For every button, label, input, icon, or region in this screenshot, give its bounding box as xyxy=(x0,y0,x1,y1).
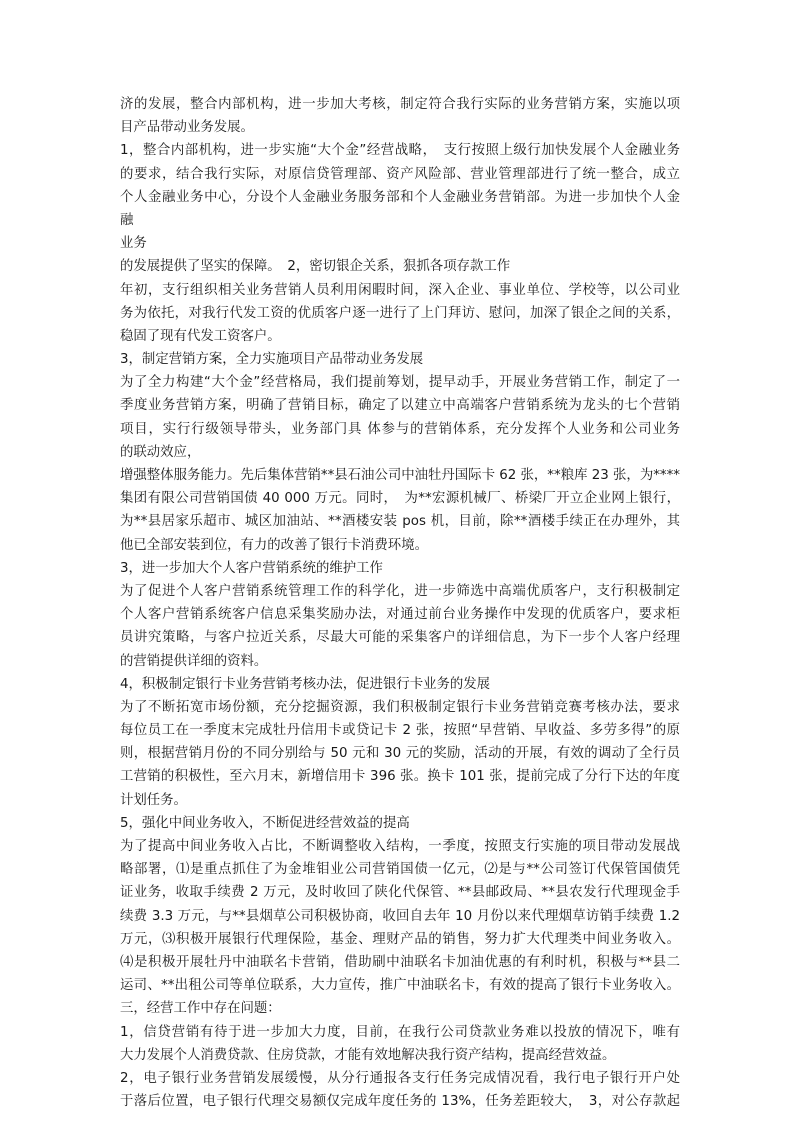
text-line: 年初，支行组织相关业务营销人员利用闲暇时间，深入企业、事业单位、学校等，以公司业 xyxy=(120,282,680,298)
text-line: 工营销的积极性，至六月末，新增信用卡 396 张。换卡 101 张，提前完成了分行下达的年度 xyxy=(120,769,680,785)
text-line: 证业务，收取手续费 2 万元，及时收回了陕化代保管、**县邮政局、**县农发行代理现金手 xyxy=(120,885,680,901)
text-line: 集团有限公司营销国债 40 000 万元。同时， 为**宏源机械厂、桥梁厂开立企业网上银行， xyxy=(120,491,680,507)
text-line: 5，强化中间业务收入，不断促进经营效益的提高 xyxy=(120,815,410,831)
text-line: 为了全力构建“大个金”经营格局，我们提前筹划，提早动手，开展业务营销工作，制定了一 xyxy=(120,375,680,391)
text-line: 个人客户营销系统客户信息采集奖励办法，对通过前台业务操作中发现的优质客户，要求柜 xyxy=(120,607,680,623)
text-line: 为**县居家乐超市、城区加油站、**酒楼安装 pos 机，目前，除**酒楼手续正在办理外，其 xyxy=(120,514,680,530)
text-line: 员讲究策略，与客户拉近关系，尽最大可能的采集客户的详细信息，为下一步个人客户经理 xyxy=(120,630,680,646)
text-line: 于落后位置，电子银行代理交易额仅完成年度任务的 13%，任务差距较大， 3，对公存款起 xyxy=(120,1094,680,1110)
text-line: 增强整体服务能力。先后集体营销**县石油公司中油牡丹国际卡 62 张，**粮库 23 张，为**** xyxy=(120,468,680,483)
text-line: 季度业务营销方案，明确了营销目标，确定了以建立中高端客户营销系统为龙头的七个营销 xyxy=(120,398,680,414)
text-line: 业务 xyxy=(120,236,147,252)
text-line: 1，整合内部机构，进一步实施“大个金”经营战略， 支行按照上级行加快发展个人金融业务 xyxy=(120,143,680,159)
text-line: 为了提高中间业务收入占比，不断调整收入结构，一季度，按照支行实施的项目带动发展战 xyxy=(120,839,680,854)
text-line: 则，根据营销月份的不同分别给与 50 元和 30 元的奖励，活动的开展，有效的调动了全行员 xyxy=(120,746,680,762)
text-line: 的联动效应， xyxy=(120,444,201,460)
text-line: 每位员工在一季度末完成牡丹信用卡或贷记卡 2 张，按照“早营销、早收益、多劳多得”的原 xyxy=(120,723,680,739)
text-line: 融 xyxy=(120,212,134,228)
text-line: ⑷是积极开展牡丹中油联名卡营销，借助刷中油联名卡加油优惠的有利时机，积极与**县二 xyxy=(120,954,680,970)
text-line: 略部署，⑴是重点抓住了为金堆钼业公司营销国债一亿元，⑵是与**公司签订代保管国债凭 xyxy=(120,862,680,878)
text-line: 续费 3.3 万元，与**县烟草公司积极协商，收回自去年 10 月份以来代理烟草访销手续费 1.2 xyxy=(120,908,680,924)
document-body xyxy=(120,93,680,1113)
text-line: 万元，⑶积极开展银行代理保险，基金、理财产品的销售，努力扩大代理类中间业务收入。 xyxy=(120,931,680,947)
text-line: 为了促进个人客户营销系统管理工作的科学化，进一步筛选中高端优质客户，支行积极制定 xyxy=(120,583,680,599)
text-line: 的发展提供了坚实的保障。 2，密切银企关系，狠抓各项存款工作 xyxy=(120,259,511,275)
text-line: 他已全部安装到位，有力的改善了银行卡消费环境。 xyxy=(120,537,428,553)
text-line: 的营销提供详细的资料。 xyxy=(120,653,268,669)
text-line: 务为依托，对我行代发工资的优质客户逐一进行了上门拜访、慰问，加深了银企之间的关系， xyxy=(120,305,680,321)
text-line: 个人金融业务中心，分设个人金融业务服务部和个人金融业务营销部。为进一步加快个人金 xyxy=(120,189,680,205)
text-line: 3，进一步加大个人客户营销系统的维护工作 xyxy=(120,560,383,576)
text-line: 为了不断拓宽市场份额，充分挖掘资源，我们积极制定银行卡业务营销竞赛考核办法，要求 xyxy=(120,699,680,715)
text-line: 稳固了现有代发工资客户。 xyxy=(120,328,281,344)
text-line: 大力发展个人消费贷款、住房贷款，才能有效地解决我行资产结构，提高经营效益。 xyxy=(120,1047,616,1063)
text-line: 计划任务。 xyxy=(120,792,187,808)
text-line: 4，积极制定银行卡业务营销考核办法，促进银行卡业务的发展 xyxy=(120,676,491,692)
text-line: 济的发展，整合内部机构，进一步加大考核，制定符合我行实际的业务营销方案，实施以项 xyxy=(120,97,680,112)
text-line: 3，制定营销方案，全力实施项目产品带动业务发展 xyxy=(120,352,424,368)
text-line: 运司、**出租公司等单位联系，大力宣传，推广中油联名卡，有效的提高了银行卡业务收入。 xyxy=(120,978,680,994)
text-line: 1，信贷营销有待于进一步加大力度，目前，在我行公司贷款业务难以投放的情况下，唯有 xyxy=(120,1024,680,1040)
text-line: 三，经营工作中存在问题： xyxy=(120,1001,281,1017)
text-line: 2，电子银行业务营销发展缓慢，从分行通报各支行任务完成情况看，我行电子银行开户处 xyxy=(120,1070,680,1086)
text-line: 的要求，结合我行实际，对原信贷管理部、资产风险部、营业管理部进行了统一整合，成立 xyxy=(120,166,680,182)
text-line: 项目，实行行级领导带头，业务部门具 体参与的营销体系，充分发挥个人业务和公司业务 xyxy=(120,421,680,437)
text-line: 目产品带动业务发展。 xyxy=(120,120,254,136)
